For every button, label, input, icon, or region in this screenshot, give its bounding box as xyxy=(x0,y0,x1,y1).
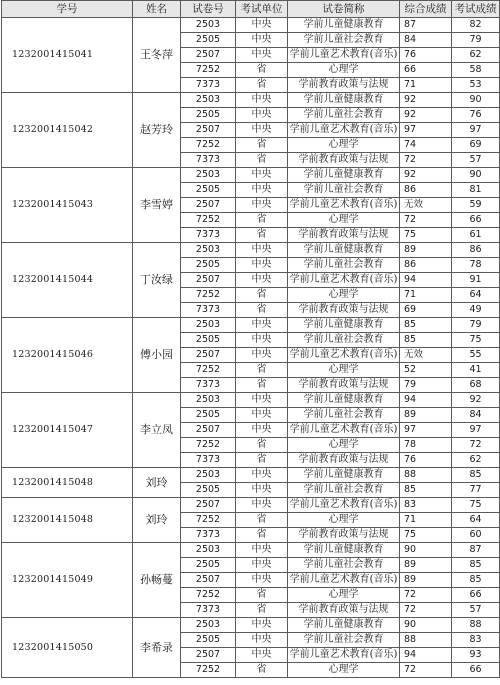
exam-score-cell: 90 xyxy=(452,93,500,108)
subject-cell: 心理学 xyxy=(288,63,400,78)
student-id-cell: 1232001415050 xyxy=(2,618,133,678)
table-row xyxy=(2,318,500,333)
student-name-cell: 李希录 xyxy=(133,618,181,678)
header-paper-code: 试卷号 xyxy=(181,1,236,18)
table-row xyxy=(2,393,500,408)
total-score-cell: 无效 xyxy=(400,198,452,213)
exam-score-cell: 64 xyxy=(452,288,500,303)
header-name: 姓名 xyxy=(133,1,181,18)
exam-unit-cell: 中央 xyxy=(236,468,288,483)
subject-cell: 学前儿童社会教育 xyxy=(288,333,400,348)
exam-unit-cell: 省 xyxy=(236,78,288,93)
total-score-cell: 86 xyxy=(400,183,452,198)
subject-cell: 学前教育政策与法规 xyxy=(288,453,400,468)
subject-cell: 学前儿童社会教育 xyxy=(288,633,400,648)
total-score-cell: 83 xyxy=(400,498,452,513)
paper-code-cell: 2505 xyxy=(181,558,236,573)
table-row xyxy=(2,243,500,258)
exam-unit-cell: 中央 xyxy=(236,393,288,408)
total-score-cell: 52 xyxy=(400,363,452,378)
table-row xyxy=(2,543,500,558)
paper-code-cell: 2507 xyxy=(181,48,236,63)
student-name-cell: 傅小园 xyxy=(133,318,181,393)
total-score-cell: 88 xyxy=(400,468,452,483)
header-subject: 试卷简称 xyxy=(288,1,400,18)
exam-unit-cell: 省 xyxy=(236,663,288,678)
paper-code-cell: 2507 xyxy=(181,348,236,363)
exam-score-cell: 86 xyxy=(452,243,500,258)
exam-unit-cell: 中央 xyxy=(236,243,288,258)
exam-unit-cell: 中央 xyxy=(236,168,288,183)
student-name-cell: 李雪婷 xyxy=(133,168,181,243)
total-score-cell: 90 xyxy=(400,543,452,558)
table-row xyxy=(2,168,500,183)
total-score-cell: 78 xyxy=(400,438,452,453)
subject-cell: 心理学 xyxy=(288,513,400,528)
student-name-cell: 孙畅蔓 xyxy=(133,543,181,618)
paper-code-cell: 2503 xyxy=(181,468,236,483)
total-score-cell: 76 xyxy=(400,453,452,468)
exam-unit-cell: 省 xyxy=(236,138,288,153)
subject-cell: 学前儿童健康教育 xyxy=(288,93,400,108)
exam-unit-cell: 中央 xyxy=(236,573,288,588)
total-score-cell: 89 xyxy=(400,408,452,423)
subject-cell: 学前儿童健康教育 xyxy=(288,18,400,33)
total-score-cell: 72 xyxy=(400,603,452,618)
subject-cell: 学前儿童健康教育 xyxy=(288,618,400,633)
subject-cell: 学前儿童艺术教育(音乐) xyxy=(288,123,400,138)
student-id-cell: 1232001415043 xyxy=(2,168,133,243)
subject-cell: 学前教育政策与法规 xyxy=(288,78,400,93)
header-exam-unit: 考试单位 xyxy=(236,1,288,18)
exam-unit-cell: 中央 xyxy=(236,633,288,648)
paper-code-cell: 2507 xyxy=(181,573,236,588)
exam-unit-cell: 省 xyxy=(236,303,288,318)
exam-unit-cell: 省 xyxy=(236,153,288,168)
total-score-cell: 97 xyxy=(400,423,452,438)
paper-code-cell: 7252 xyxy=(181,663,236,678)
paper-code-cell: 7373 xyxy=(181,228,236,243)
subject-cell: 学前儿童社会教育 xyxy=(288,183,400,198)
subject-cell: 心理学 xyxy=(288,363,400,378)
student-id-cell: 1232001415046 xyxy=(2,318,133,393)
total-score-cell: 90 xyxy=(400,618,452,633)
total-score-cell: 72 xyxy=(400,663,452,678)
table-row xyxy=(2,468,500,483)
subject-cell: 学前儿童社会教育 xyxy=(288,483,400,498)
exam-unit-cell: 中央 xyxy=(236,543,288,558)
exam-score-cell: 91 xyxy=(452,273,500,288)
exam-score-cell: 97 xyxy=(452,423,500,438)
exam-score-cell: 76 xyxy=(452,108,500,123)
student-name-cell: 赵芳玲 xyxy=(133,93,181,168)
paper-code-cell: 2505 xyxy=(181,183,236,198)
exam-score-cell: 64 xyxy=(452,513,500,528)
paper-code-cell: 2505 xyxy=(181,633,236,648)
paper-code-cell: 2505 xyxy=(181,408,236,423)
paper-code-cell: 2507 xyxy=(181,123,236,138)
exam-score-cell: 81 xyxy=(452,183,500,198)
paper-code-cell: 2503 xyxy=(181,543,236,558)
exam-score-cell: 55 xyxy=(452,348,500,363)
exam-score-cell: 97 xyxy=(452,123,500,138)
exam-unit-cell: 省 xyxy=(236,63,288,78)
exam-unit-cell: 省 xyxy=(236,228,288,243)
paper-code-cell: 2503 xyxy=(181,393,236,408)
exam-unit-cell: 省 xyxy=(236,378,288,393)
paper-code-cell: 7373 xyxy=(181,603,236,618)
paper-code-cell: 7252 xyxy=(181,63,236,78)
total-score-cell: 85 xyxy=(400,483,452,498)
subject-cell: 学前儿童艺术教育(音乐) xyxy=(288,573,400,588)
exam-score-cell: 83 xyxy=(452,633,500,648)
subject-cell: 学前儿童艺术教育(音乐) xyxy=(288,348,400,363)
total-score-cell: 85 xyxy=(400,333,452,348)
subject-cell: 学前儿童社会教育 xyxy=(288,258,400,273)
paper-code-cell: 7252 xyxy=(181,213,236,228)
paper-code-cell: 2507 xyxy=(181,198,236,213)
paper-code-cell: 2503 xyxy=(181,168,236,183)
subject-cell: 学前教育政策与法规 xyxy=(288,153,400,168)
subject-cell: 学前儿童健康教育 xyxy=(288,543,400,558)
exam-score-cell: 41 xyxy=(452,363,500,378)
exam-unit-cell: 中央 xyxy=(236,483,288,498)
exam-score-cell: 79 xyxy=(452,33,500,48)
total-score-cell: 92 xyxy=(400,93,452,108)
exam-unit-cell: 省 xyxy=(236,438,288,453)
exam-unit-cell: 省 xyxy=(236,213,288,228)
subject-cell: 学前儿童健康教育 xyxy=(288,318,400,333)
student-name-cell: 刘玲 xyxy=(133,468,181,498)
exam-unit-cell: 中央 xyxy=(236,123,288,138)
paper-code-cell: 7373 xyxy=(181,528,236,543)
exam-score-cell: 61 xyxy=(452,228,500,243)
total-score-cell: 79 xyxy=(400,378,452,393)
total-score-cell: 94 xyxy=(400,273,452,288)
exam-unit-cell: 中央 xyxy=(236,273,288,288)
student-id-cell: 1232001415047 xyxy=(2,393,133,468)
exam-unit-cell: 省 xyxy=(236,288,288,303)
total-score-cell: 94 xyxy=(400,393,452,408)
total-score-cell: 92 xyxy=(400,108,452,123)
paper-code-cell: 2507 xyxy=(181,648,236,663)
total-score-cell: 89 xyxy=(400,573,452,588)
exam-score-cell: 85 xyxy=(452,468,500,483)
total-score-cell: 71 xyxy=(400,288,452,303)
exam-score-cell: 49 xyxy=(452,303,500,318)
exam-score-cell: 66 xyxy=(452,213,500,228)
subject-cell: 学前儿童健康教育 xyxy=(288,468,400,483)
exam-score-cell: 69 xyxy=(452,138,500,153)
subject-cell: 心理学 xyxy=(288,438,400,453)
paper-code-cell: 7252 xyxy=(181,363,236,378)
total-score-cell: 74 xyxy=(400,138,452,153)
exam-score-cell: 58 xyxy=(452,63,500,78)
subject-cell: 学前儿童社会教育 xyxy=(288,558,400,573)
exam-score-cell: 92 xyxy=(452,393,500,408)
exam-unit-cell: 中央 xyxy=(236,48,288,63)
exam-score-cell: 88 xyxy=(452,618,500,633)
exam-score-cell: 75 xyxy=(452,333,500,348)
exam-score-cell: 57 xyxy=(452,153,500,168)
subject-cell: 学前儿童艺术教育(音乐) xyxy=(288,48,400,63)
table-row xyxy=(2,618,500,633)
exam-unit-cell: 中央 xyxy=(236,648,288,663)
exam-unit-cell: 中央 xyxy=(236,33,288,48)
exam-unit-cell: 中央 xyxy=(236,108,288,123)
paper-code-cell: 7373 xyxy=(181,303,236,318)
paper-code-cell: 7252 xyxy=(181,288,236,303)
exam-unit-cell: 省 xyxy=(236,513,288,528)
paper-code-cell: 7373 xyxy=(181,78,236,93)
exam-score-cell: 82 xyxy=(452,18,500,33)
subject-cell: 学前教育政策与法规 xyxy=(288,303,400,318)
table-row xyxy=(2,18,500,33)
student-name-cell: 刘玲 xyxy=(133,498,181,543)
subject-cell: 心理学 xyxy=(288,213,400,228)
total-score-cell: 88 xyxy=(400,633,452,648)
exam-score-cell: 85 xyxy=(452,558,500,573)
student-id-cell: 1232001415044 xyxy=(2,243,133,318)
paper-code-cell: 7252 xyxy=(181,138,236,153)
paper-code-cell: 2505 xyxy=(181,258,236,273)
exam-score-cell: 72 xyxy=(452,438,500,453)
paper-code-cell: 7252 xyxy=(181,513,236,528)
exam-unit-cell: 中央 xyxy=(236,558,288,573)
subject-cell: 学前教育政策与法规 xyxy=(288,528,400,543)
exam-score-cell: 78 xyxy=(452,258,500,273)
exam-unit-cell: 省 xyxy=(236,588,288,603)
exam-unit-cell: 中央 xyxy=(236,618,288,633)
total-score-cell: 71 xyxy=(400,513,452,528)
exam-score-cell: 85 xyxy=(452,573,500,588)
exam-unit-cell: 中央 xyxy=(236,18,288,33)
header-student-id: 学号 xyxy=(2,1,133,18)
exam-score-cell: 77 xyxy=(452,483,500,498)
student-id-cell: 1232001415042 xyxy=(2,93,133,168)
subject-cell: 学前儿童健康教育 xyxy=(288,243,400,258)
exam-score-cell: 62 xyxy=(452,48,500,63)
total-score-cell: 75 xyxy=(400,228,452,243)
subject-cell: 学前儿童艺术教育(音乐) xyxy=(288,648,400,663)
total-score-cell: 92 xyxy=(400,168,452,183)
exam-unit-cell: 中央 xyxy=(236,333,288,348)
subject-cell: 学前教育政策与法规 xyxy=(288,228,400,243)
total-score-cell: 无效 xyxy=(400,348,452,363)
exam-score-cell: 60 xyxy=(452,528,500,543)
paper-code-cell: 7373 xyxy=(181,453,236,468)
exam-score-cell: 66 xyxy=(452,588,500,603)
total-score-cell: 97 xyxy=(400,123,452,138)
student-name-cell: 丁汝绿 xyxy=(133,243,181,318)
subject-cell: 学前儿童健康教育 xyxy=(288,168,400,183)
subject-cell: 学前儿童艺术教育(音乐) xyxy=(288,198,400,213)
exam-unit-cell: 中央 xyxy=(236,258,288,273)
paper-code-cell: 7252 xyxy=(181,588,236,603)
subject-cell: 学前儿童社会教育 xyxy=(288,408,400,423)
header-row xyxy=(2,1,500,18)
exam-score-cell: 68 xyxy=(452,378,500,393)
total-score-cell: 84 xyxy=(400,33,452,48)
total-score-cell: 86 xyxy=(400,258,452,273)
header-total-score: 综合成绩 xyxy=(400,1,452,18)
subject-cell: 心理学 xyxy=(288,138,400,153)
total-score-cell: 87 xyxy=(400,18,452,33)
exam-score-cell: 59 xyxy=(452,198,500,213)
exam-unit-cell: 中央 xyxy=(236,183,288,198)
exam-unit-cell: 中央 xyxy=(236,498,288,513)
exam-unit-cell: 中央 xyxy=(236,423,288,438)
subject-cell: 学前儿童社会教育 xyxy=(288,108,400,123)
subject-cell: 学前儿童社会教育 xyxy=(288,33,400,48)
table-body xyxy=(2,18,500,678)
paper-code-cell: 2505 xyxy=(181,333,236,348)
student-id-cell: 1232001415041 xyxy=(2,18,133,93)
paper-code-cell: 7373 xyxy=(181,153,236,168)
paper-code-cell: 2503 xyxy=(181,318,236,333)
exam-unit-cell: 省 xyxy=(236,528,288,543)
paper-code-cell: 2505 xyxy=(181,33,236,48)
exam-score-cell: 62 xyxy=(452,453,500,468)
total-score-cell: 69 xyxy=(400,303,452,318)
exam-score-cell: 57 xyxy=(452,603,500,618)
exam-unit-cell: 中央 xyxy=(236,198,288,213)
subject-cell: 学前教育政策与法规 xyxy=(288,378,400,393)
exam-score-cell: 79 xyxy=(452,318,500,333)
paper-code-cell: 2507 xyxy=(181,273,236,288)
exam-unit-cell: 省 xyxy=(236,603,288,618)
paper-code-cell: 2503 xyxy=(181,93,236,108)
total-score-cell: 72 xyxy=(400,213,452,228)
student-name-cell: 王冬萍 xyxy=(133,18,181,93)
paper-code-cell: 7373 xyxy=(181,378,236,393)
student-name-cell: 李立凤 xyxy=(133,393,181,468)
total-score-cell: 89 xyxy=(400,558,452,573)
total-score-cell: 72 xyxy=(400,588,452,603)
subject-cell: 学前教育政策与法规 xyxy=(288,603,400,618)
exam-score-cell: 93 xyxy=(452,648,500,663)
header-exam-score: 考试成绩 xyxy=(452,1,500,18)
exam-unit-cell: 中央 xyxy=(236,93,288,108)
exam-score-cell: 84 xyxy=(452,408,500,423)
student-id-cell: 1232001415048 xyxy=(2,498,133,543)
exam-score-cell: 53 xyxy=(452,78,500,93)
subject-cell: 心理学 xyxy=(288,663,400,678)
total-score-cell: 85 xyxy=(400,318,452,333)
paper-code-cell: 2505 xyxy=(181,483,236,498)
subject-cell: 学前儿童艺术教育(音乐) xyxy=(288,423,400,438)
student-id-cell: 1232001415048 xyxy=(2,468,133,498)
subject-cell: 学前儿童健康教育 xyxy=(288,393,400,408)
exam-unit-cell: 中央 xyxy=(236,408,288,423)
total-score-cell: 76 xyxy=(400,48,452,63)
total-score-cell: 71 xyxy=(400,78,452,93)
exam-score-cell: 75 xyxy=(452,498,500,513)
subject-cell: 心理学 xyxy=(288,288,400,303)
exam-unit-cell: 中央 xyxy=(236,348,288,363)
paper-code-cell: 2503 xyxy=(181,18,236,33)
paper-code-cell: 2505 xyxy=(181,108,236,123)
student-id-cell: 1232001415049 xyxy=(2,543,133,618)
exam-unit-cell: 省 xyxy=(236,453,288,468)
table-row xyxy=(2,93,500,108)
paper-code-cell: 2503 xyxy=(181,243,236,258)
subject-cell: 学前儿童艺术教育(音乐) xyxy=(288,273,400,288)
exam-unit-cell: 省 xyxy=(236,363,288,378)
total-score-cell: 75 xyxy=(400,528,452,543)
exam-score-cell: 87 xyxy=(452,543,500,558)
subject-cell: 学前儿童艺术教育(音乐) xyxy=(288,498,400,513)
paper-code-cell: 2507 xyxy=(181,498,236,513)
exam-score-cell: 90 xyxy=(452,168,500,183)
paper-code-cell: 2503 xyxy=(181,618,236,633)
total-score-cell: 72 xyxy=(400,153,452,168)
total-score-cell: 66 xyxy=(400,63,452,78)
paper-code-cell: 2507 xyxy=(181,423,236,438)
paper-code-cell: 7252 xyxy=(181,438,236,453)
table-row xyxy=(2,498,500,513)
total-score-cell: 94 xyxy=(400,648,452,663)
total-score-cell: 89 xyxy=(400,243,452,258)
score-table xyxy=(1,0,500,678)
exam-unit-cell: 中央 xyxy=(236,318,288,333)
exam-score-cell: 66 xyxy=(452,663,500,678)
subject-cell: 心理学 xyxy=(288,588,400,603)
